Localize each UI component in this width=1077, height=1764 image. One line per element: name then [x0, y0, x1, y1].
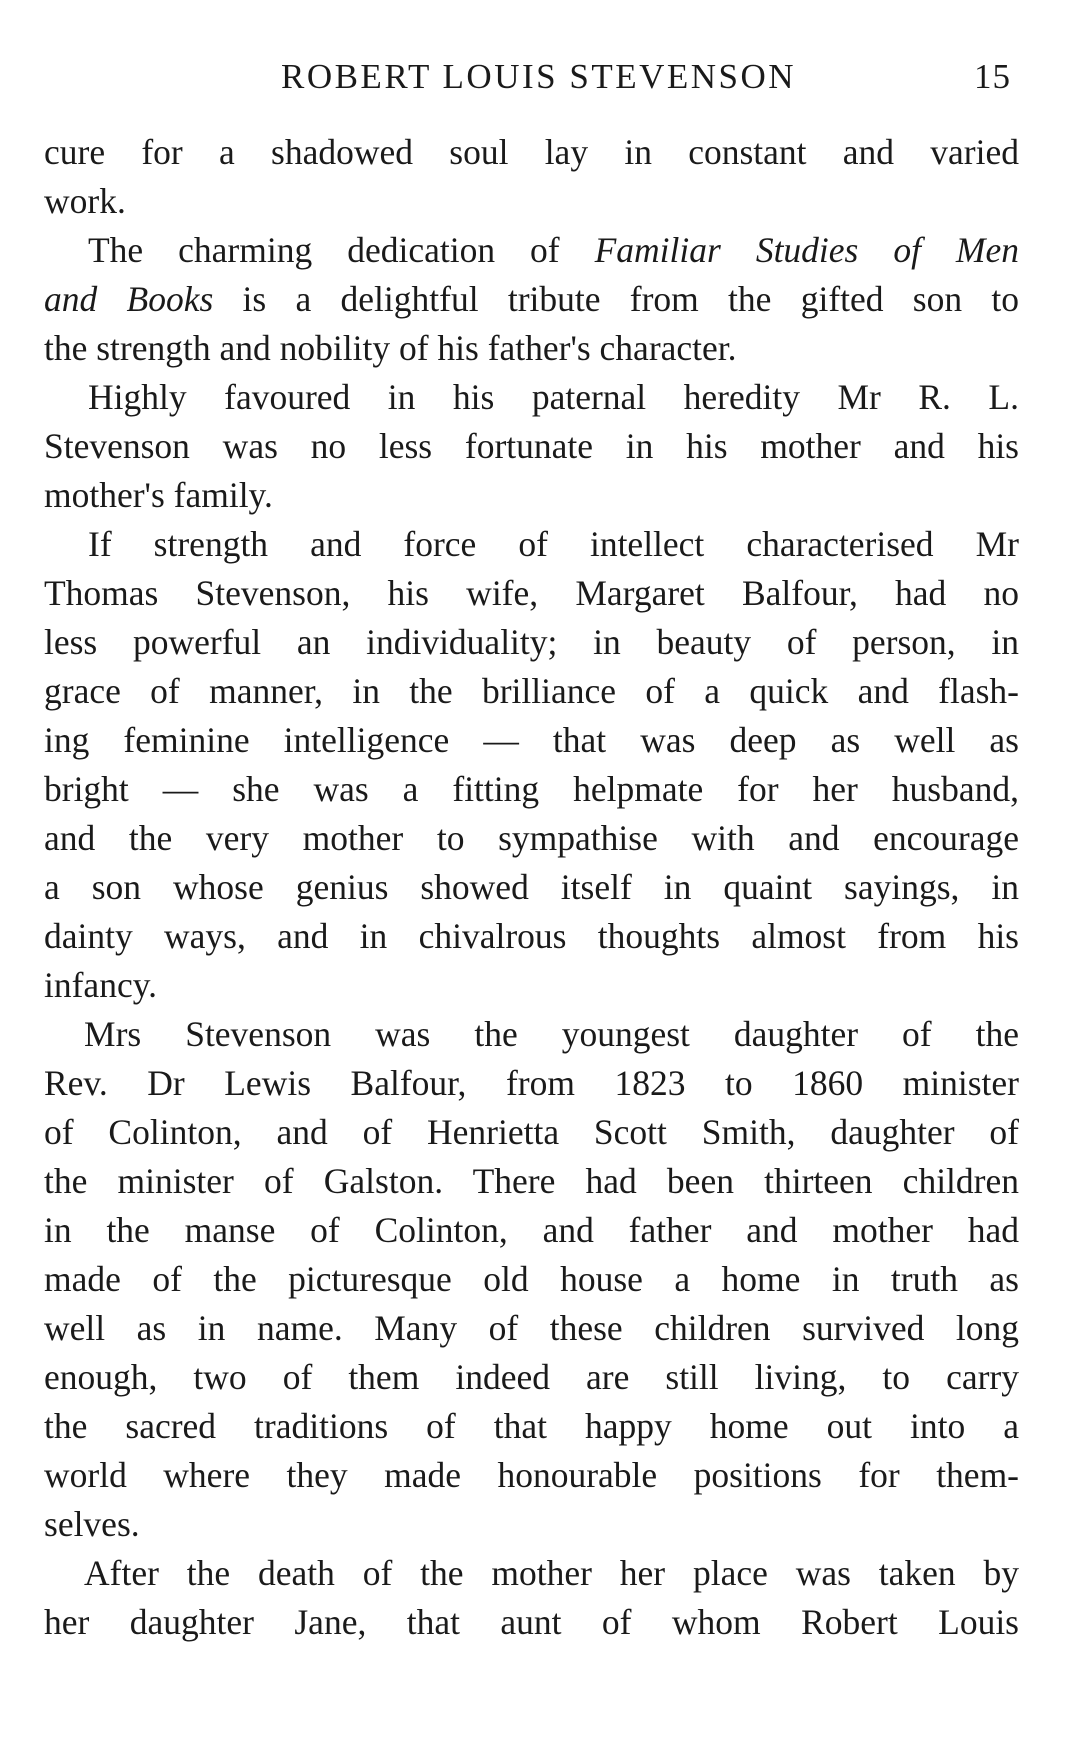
- running-head: [44, 52, 1033, 102]
- text-line: If strength and force of intellect characterised Mr: [88, 524, 1019, 564]
- running-title: ROBERT LOUIS STEVENSON: [280, 57, 797, 96]
- text-fragment: The charming dedication of: [88, 230, 595, 270]
- text-line: selves.: [44, 1504, 140, 1544]
- text-line: Thomas Stevenson, his wife, Margaret Balfour, had no: [44, 573, 1019, 613]
- body-text: [44, 128, 1019, 1647]
- text-line: the minister of Galston. There had been thirteen children: [44, 1161, 1019, 1201]
- text-line: world where they made honourable positions for them-: [44, 1455, 1019, 1495]
- text-line: Rev. Dr Lewis Balfour, from 1823 to 1860 minister: [44, 1063, 1019, 1103]
- text-line: well as in name. Many of these children survived long: [44, 1308, 1019, 1348]
- text-line: Stevenson was no less fortunate in his mother and his: [44, 426, 1019, 466]
- text-line: a son whose genius showed itself in quaint sayings, in: [44, 867, 1019, 907]
- text-line: the sacred traditions of that happy home out into a: [44, 1406, 1019, 1446]
- text-line: her daughter Jane, that aunt of whom Robert Louis: [44, 1602, 1019, 1642]
- text-line: ing feminine intelligence — that was deep as well as: [44, 720, 1019, 760]
- text-line: mother's family.: [44, 475, 273, 515]
- book-title-italic: and Books: [44, 279, 214, 319]
- text-line: enough, two of them indeed are still living, to carry: [44, 1357, 1019, 1397]
- page-number: 15: [974, 57, 1011, 96]
- text-line: of Colinton, and of Henrietta Scott Smith, daughter of: [44, 1112, 1019, 1152]
- text-line: in the manse of Colinton, and father and mother had: [44, 1210, 1019, 1250]
- book-title-italic: Familiar Studies of Men: [594, 230, 1020, 270]
- text-line: and the very mother to sympathise with and encourage: [44, 818, 1019, 858]
- text-line: work.: [44, 181, 126, 221]
- text-line: infancy.: [44, 965, 158, 1005]
- text-line: made of the picturesque old house a home in truth as: [44, 1259, 1019, 1299]
- text-line: After the death of the mother her place was taken by: [84, 1553, 1019, 1593]
- text-line: Mrs Stevenson was the youngest daughter of the: [84, 1014, 1019, 1054]
- text-line: Highly favoured in his paternal heredity Mr R. L.: [88, 377, 1019, 417]
- text-line: cure for a shadowed soul lay in constant and varied: [44, 132, 1019, 172]
- text-line: less powerful an individuality; in beauty of person, in: [44, 622, 1019, 662]
- text-line: [44, 226, 1019, 275]
- text-fragment: is a delightful tribute from the gifted son to: [213, 279, 1019, 319]
- text-line: bright — she was a fitting helpmate for her husband,: [44, 769, 1019, 809]
- text-line: [44, 275, 1019, 324]
- text-line: the strength and nobility of his father's character.: [44, 328, 737, 368]
- text-line: dainty ways, and in chivalrous thoughts almost from his: [44, 916, 1019, 956]
- text-line: grace of manner, in the brilliance of a quick and flash-: [44, 671, 1019, 711]
